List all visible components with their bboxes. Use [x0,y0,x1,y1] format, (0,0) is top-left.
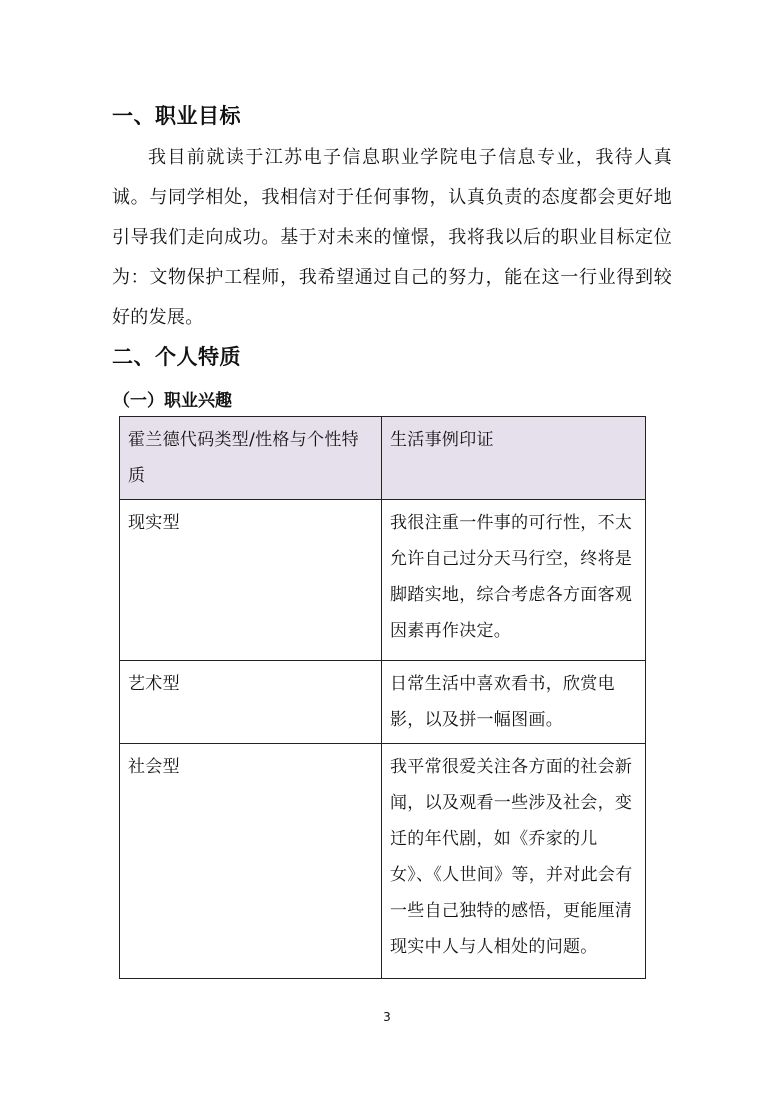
subsection-title-career-interest: （一）职业兴趣 [113,391,232,411]
table-cell-type: 现实型 [120,500,382,661]
table-row [120,744,646,979]
table-row [120,661,646,744]
page-number: 3 [383,1010,391,1024]
table-header-holland-type: 霍兰德代码类型/性格与个性特质 [120,417,382,500]
table-header-life-example: 生活事例印证 [382,417,646,500]
table-row [120,500,646,661]
table-cell-example: 我很注重一件事的可行性，不太允许自己过分天马行空，终将是脚踏实地，综合考虑各方面客观因素再作决定。 [382,500,646,661]
table-header-row [120,417,646,500]
section-title-personal-traits: 二、个人特质 [112,345,241,369]
career-goal-paragraph: 我目前就读于江苏电子信息职业学院电子信息专业，我待人真诚。与同学相处，我相信对于任何事物，认真负责的态度都会更好地引导我们走向成功。基于对未来的憧憬，我将我以后的职业目标定位为：文物保护工程师，我希望通过自己的努力，能在这一行业得到较好的发展。 [112,147,672,328]
table-cell-type: 艺术型 [120,661,382,744]
section-title-career-goal: 一、职业目标 [112,104,241,128]
table-cell-example: 日常生活中喜欢看书，欣赏电影，以及拼一幅图画。 [382,661,646,744]
table-cell-type: 社会型 [120,744,382,979]
table-cell-example: 我平常很爱关注各方面的社会新闻，以及观看一些涉及社会，变迁的年代剧，如《乔家的儿女》、《人世间》等，并对此会有一些自己独特的感悟，更能厘清现实中人与人相处的问题。 [382,744,646,979]
career-interest-table [119,416,646,979]
